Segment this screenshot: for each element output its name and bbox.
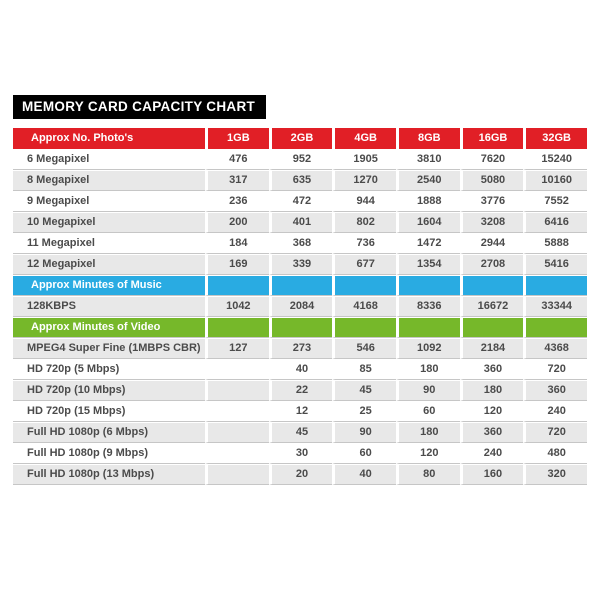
cell-value: 4168: [332, 297, 396, 317]
cell-value: 200: [205, 213, 269, 233]
header-col-8gb: 8GB: [396, 128, 460, 149]
section-cell: [396, 276, 460, 296]
cell-value: 320: [523, 465, 587, 485]
cell-value: 180: [396, 423, 460, 443]
table-row: [13, 423, 587, 443]
cell-value: [205, 360, 269, 380]
cell-value: 546: [332, 339, 396, 359]
cell-value: 7620: [460, 150, 524, 170]
cell-value: 85: [332, 360, 396, 380]
cell-value: 360: [460, 360, 524, 380]
table-row: [13, 444, 587, 464]
cell-value: 1270: [332, 171, 396, 191]
cell-value: 60: [396, 402, 460, 422]
cell-value: 736: [332, 234, 396, 254]
cell-value: [205, 444, 269, 464]
table-row: [13, 234, 587, 254]
cell-value: 802: [332, 213, 396, 233]
cell-value: [205, 402, 269, 422]
row-label: 11 Megapixel: [13, 234, 205, 254]
section-row: [13, 318, 587, 338]
cell-value: 240: [460, 444, 524, 464]
cell-value: [205, 381, 269, 401]
section-cell: [269, 318, 333, 338]
cell-value: 1472: [396, 234, 460, 254]
cell-value: 8336: [396, 297, 460, 317]
cell-value: 10160: [523, 171, 587, 191]
section-cell: [396, 318, 460, 338]
cell-value: 160: [460, 465, 524, 485]
cell-value: 6416: [523, 213, 587, 233]
cell-value: 90: [396, 381, 460, 401]
cell-value: 25: [332, 402, 396, 422]
cell-value: 40: [332, 465, 396, 485]
section-cell: [332, 276, 396, 296]
cell-value: 4368: [523, 339, 587, 359]
cell-value: 2084: [269, 297, 333, 317]
cell-value: 368: [269, 234, 333, 254]
cell-value: 184: [205, 234, 269, 254]
cell-value: 5080: [460, 171, 524, 191]
table-row: [13, 381, 587, 401]
cell-value: 236: [205, 192, 269, 212]
cell-value: 2540: [396, 171, 460, 191]
cell-value: 952: [269, 150, 333, 170]
cell-value: 3776: [460, 192, 524, 212]
cell-value: 3810: [396, 150, 460, 170]
table-row: [13, 150, 587, 170]
header-row: [13, 128, 587, 149]
cell-value: 944: [332, 192, 396, 212]
cell-value: 90: [332, 423, 396, 443]
table-row: [13, 339, 587, 359]
page-title: MEMORY CARD CAPACITY CHART: [13, 95, 266, 119]
cell-value: 60: [332, 444, 396, 464]
row-label: HD 720p (5 Mbps): [13, 360, 205, 380]
cell-value: 45: [269, 423, 333, 443]
section-cell: [460, 318, 524, 338]
row-label: HD 720p (10 Mbps): [13, 381, 205, 401]
table-row: [13, 360, 587, 380]
cell-value: 3208: [460, 213, 524, 233]
cell-value: 15240: [523, 150, 587, 170]
row-label: 6 Megapixel: [13, 150, 205, 170]
cell-value: 16672: [460, 297, 524, 317]
row-label: 128KBPS: [13, 297, 205, 317]
header-col-1gb: 1GB: [205, 128, 269, 149]
section-cell: [205, 276, 269, 296]
table-row: [13, 465, 587, 485]
table-row: [13, 402, 587, 422]
row-label: HD 720p (15 Mbps): [13, 402, 205, 422]
cell-value: 180: [396, 360, 460, 380]
cell-value: 1888: [396, 192, 460, 212]
header-col-32gb: 32GB: [523, 128, 587, 149]
cell-value: 1604: [396, 213, 460, 233]
row-label: 12 Megapixel: [13, 255, 205, 275]
cell-value: 20: [269, 465, 333, 485]
cell-value: [205, 465, 269, 485]
row-label: 10 Megapixel: [13, 213, 205, 233]
cell-value: 22: [269, 381, 333, 401]
cell-value: 720: [523, 423, 587, 443]
cell-value: 273: [269, 339, 333, 359]
cell-value: 33344: [523, 297, 587, 317]
cell-value: 317: [205, 171, 269, 191]
cell-value: 240: [523, 402, 587, 422]
header-label: Approx No. Photo's: [13, 128, 205, 149]
row-label: Full HD 1080p (9 Mbps): [13, 444, 205, 464]
cell-value: 169: [205, 255, 269, 275]
cell-value: 1042: [205, 297, 269, 317]
cell-value: [205, 423, 269, 443]
section-cell: [523, 318, 587, 338]
header-col-2gb: 2GB: [269, 128, 333, 149]
cell-value: 476: [205, 150, 269, 170]
section-cell: [523, 276, 587, 296]
row-label: 9 Megapixel: [13, 192, 205, 212]
cell-value: 677: [332, 255, 396, 275]
row-label: Full HD 1080p (13 Mbps): [13, 465, 205, 485]
cell-value: 127: [205, 339, 269, 359]
cell-value: 720: [523, 360, 587, 380]
cell-value: 45: [332, 381, 396, 401]
table-row: [13, 213, 587, 233]
section-cell: [205, 318, 269, 338]
cell-value: 472: [269, 192, 333, 212]
cell-value: 12: [269, 402, 333, 422]
cell-value: 120: [396, 444, 460, 464]
section-label: Approx Minutes of Video: [13, 318, 205, 338]
cell-value: 1092: [396, 339, 460, 359]
cell-value: 120: [460, 402, 524, 422]
table-row: [13, 192, 587, 212]
header-col-4gb: 4GB: [332, 128, 396, 149]
table-row: [13, 255, 587, 275]
cell-value: 2184: [460, 339, 524, 359]
cell-value: 30: [269, 444, 333, 464]
cell-value: 360: [460, 423, 524, 443]
cell-value: 2944: [460, 234, 524, 254]
cell-value: 1905: [332, 150, 396, 170]
section-label: Approx Minutes of Music: [13, 276, 205, 296]
row-label: Full HD 1080p (6 Mbps): [13, 423, 205, 443]
section-cell: [269, 276, 333, 296]
section-cell: [332, 318, 396, 338]
cell-value: 5888: [523, 234, 587, 254]
header-col-16gb: 16GB: [460, 128, 524, 149]
cell-value: 635: [269, 171, 333, 191]
cell-value: 7552: [523, 192, 587, 212]
cell-value: 5416: [523, 255, 587, 275]
section-cell: [460, 276, 524, 296]
cell-value: 339: [269, 255, 333, 275]
capacity-table: [13, 127, 587, 486]
table-row: [13, 171, 587, 191]
cell-value: 2708: [460, 255, 524, 275]
cell-value: 40: [269, 360, 333, 380]
table-row: [13, 297, 587, 317]
cell-value: 180: [460, 381, 524, 401]
cell-value: 1354: [396, 255, 460, 275]
cell-value: 80: [396, 465, 460, 485]
section-row: [13, 276, 587, 296]
row-label: MPEG4 Super Fine (1MBPS CBR): [13, 339, 205, 359]
row-label: 8 Megapixel: [13, 171, 205, 191]
cell-value: 401: [269, 213, 333, 233]
cell-value: 360: [523, 381, 587, 401]
cell-value: 480: [523, 444, 587, 464]
